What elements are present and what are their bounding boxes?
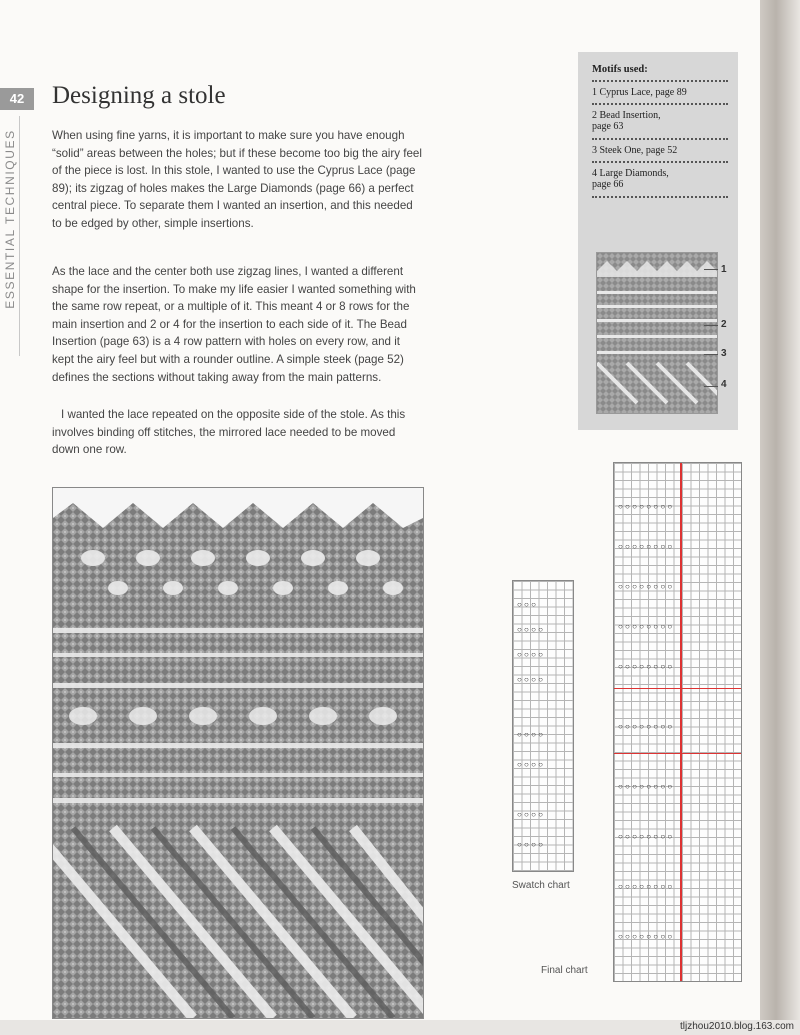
section-label: ESSENTIAL TECHNIQUES bbox=[3, 129, 17, 309]
chart-symbol: ○ ○ ○ ○ bbox=[517, 675, 543, 684]
dotted-rule bbox=[592, 196, 728, 198]
label-leader bbox=[704, 386, 718, 387]
small-swatch-texture bbox=[597, 253, 717, 413]
chart-symbol: ○ ○ ○ ○ bbox=[517, 760, 543, 769]
chart-symbol: ○ ○ ○ ○ ○ ○ ○ ○ bbox=[618, 782, 673, 791]
chart-symbol: ○ ○ ○ ○ ○ ○ ○ ○ bbox=[618, 722, 673, 731]
chart-symbol: ○ ○ ○ ○ bbox=[517, 840, 543, 849]
chart-symbol: ○ ○ ○ ○ ○ ○ ○ ○ bbox=[618, 622, 673, 631]
chart-symbol: ○ ○ ○ ○ ○ ○ ○ ○ bbox=[618, 882, 673, 891]
motifs-title: Motifs used: bbox=[592, 64, 648, 75]
dotted-rule bbox=[592, 80, 728, 82]
chart-symbol: ○ ○ ○ ○ bbox=[517, 730, 543, 739]
chart-symbol: ○ ○ ○ ○ ○ ○ ○ ○ bbox=[618, 662, 673, 671]
dotted-rule bbox=[592, 161, 728, 163]
motif-item: 1 Cyprus Lace, page 89 bbox=[592, 87, 687, 98]
chart-red-line bbox=[680, 463, 682, 981]
chart-symbol: ○ ○ ○ ○ bbox=[517, 625, 543, 634]
swatch-chart-caption: Swatch chart bbox=[512, 880, 570, 891]
swatch-label-4: 4 bbox=[721, 379, 727, 390]
label-leader bbox=[704, 325, 718, 326]
paragraph-3: I wanted the lace repeated on the opposite side of the stole. As this involves binding off stitches, the mirrored lace needed to be moved down one row. bbox=[52, 408, 406, 457]
chart-symbol: ○ ○ ○ bbox=[517, 600, 536, 609]
label-leader bbox=[704, 269, 718, 270]
page-number: 42 bbox=[0, 88, 34, 110]
chart-symbol: ○ ○ ○ ○ ○ ○ ○ ○ bbox=[618, 502, 673, 511]
chart-symbol: ○ ○ ○ ○ bbox=[517, 810, 543, 819]
stole-swatch-photo bbox=[52, 487, 424, 1019]
chart-symbol: ○ ○ ○ ○ ○ ○ ○ ○ bbox=[618, 542, 673, 551]
dotted-rule bbox=[592, 138, 728, 140]
stole-swatch-texture bbox=[53, 488, 423, 1018]
paragraph-1: When using fine yarns, it is important to make sure you have enough “solid” areas between the holes; but if these become too big the airy feel of the piece is lost. In this stole, I wanted to use the Cyprus Lace (page 89); its zigzag of holes makes the Large Diamonds (page 66) a perfect central piece. To separate them I wanted an insertion, and this needed to be edged by other, simple insertions. bbox=[52, 129, 422, 230]
chart-symbol: ○ ○ ○ ○ ○ ○ ○ ○ bbox=[618, 582, 673, 591]
swatch-label-3: 3 bbox=[721, 348, 727, 359]
chart-symbol: ○ ○ ○ ○ ○ ○ ○ ○ bbox=[618, 932, 673, 941]
dotted-rule bbox=[592, 103, 728, 105]
swatch-label-1: 1 bbox=[721, 264, 727, 275]
small-swatch-photo bbox=[596, 252, 718, 414]
swatch-chart bbox=[512, 580, 574, 872]
motif-item: 2 Bead Insertion, page 63 bbox=[592, 110, 661, 132]
final-chart bbox=[613, 462, 742, 982]
article-title: Designing a stole bbox=[52, 82, 226, 109]
chart-red-line bbox=[614, 753, 741, 754]
motif-item: 3 Steek One, page 52 bbox=[592, 145, 678, 156]
motif-item: 4 Large Diamonds, page 66 bbox=[592, 168, 669, 190]
final-chart-caption: Final chart bbox=[541, 965, 588, 976]
chart-red-line bbox=[614, 688, 741, 689]
chart-symbol: ○ ○ ○ ○ ○ ○ ○ ○ bbox=[618, 832, 673, 841]
swatch-label-2: 2 bbox=[721, 319, 727, 330]
chart-symbol: ○ ○ ○ ○ bbox=[517, 650, 543, 659]
watermark-url: tljzhou2010.blog.163.com bbox=[680, 1021, 794, 1032]
scan-footer bbox=[0, 1020, 800, 1035]
paragraph-2: As the lace and the center both use zigzag lines, I wanted a different shape for the insertion. To make my life easier I wanted something with the same row repeat, or a multiple of it. This meant 4 or 8 rows for the main insertion and 2 or 4 for the insertion to each side of it. The Bead Insertion (page 63) is a 4 row pattern with holes on every row, and it kept the airy feel but with a rounder outline. A simple steek (page 52) defines the sections without taking away from the main patterns. bbox=[52, 265, 416, 384]
adjacent-page-edge bbox=[760, 0, 800, 1020]
label-leader bbox=[704, 354, 718, 355]
